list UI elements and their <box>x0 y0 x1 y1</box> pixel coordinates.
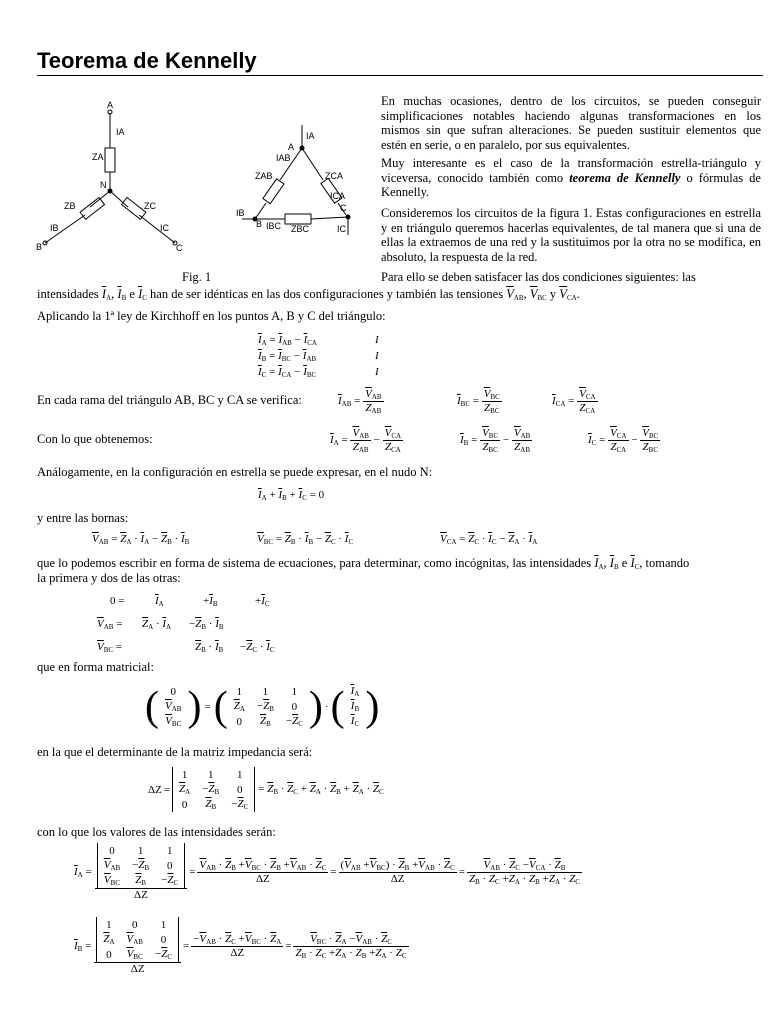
obtenemos-eq-b: $\overline{I}_B$ = $\frac{\overline{V}_{BC}}{\overline{Z}_{BC}}$ − $\frac{\overline{V}_{AB}}{\overline{Z}_{AB}}$ <box>460 427 531 454</box>
kirchhoff-eq-3: $\overline{I}_C = \overline{I}_{CA} - \overline{I}_{BC}$ <box>258 366 317 379</box>
rama-text: En cada rama del triángulo AB, BC y CA se verifica: <box>37 393 302 407</box>
conditions-line-1: Para ello se deben satisfacer las dos condiciones siguientes: las <box>381 270 696 284</box>
kirchhoff-eq-2: $\overline{I}_B = \overline{I}_{BC} - \overline{I}_{AB}$ <box>258 350 317 363</box>
obtenemos-eq-a: $\overline{I}_A$ = $\frac{\overline{V}_{AB}}{\overline{Z}_{AB}}$ − $\frac{\overline{V}_{CA}}{\overline{Z}_{CA}}$ <box>330 427 402 454</box>
matricial-text: que en forma matricial: <box>37 660 154 674</box>
svg-text:ZB: ZB <box>64 201 76 211</box>
sistema-text: que lo podemos escribir en forma de sistema de ecuaciones, para determinar, como incógnitas, las intensidades $\overline{I}_A$, $\overline{I}_B$ e $\overline{I}_C$, tomando <box>37 556 690 571</box>
valores-text: con lo que los valores de las intensidades serán: <box>37 825 276 839</box>
svg-text:A: A <box>107 100 114 110</box>
rama-eq-bc: $\overline{I}_{BC}$ = $\frac{\overline{V}_{BC}}{\overline{Z}_{BC}}$ <box>457 388 500 415</box>
ib-equation: $\overline{I}_B$ = 1 0 1 $\overline{Z}_A$ $\overline{V}_{AB}$ 0 0 $\overline{V}_{BC}$ $-\overline{Z}_C$ ΔZ = $\frac{-\overline{V}_{AB} \cdot \overline{Z}_C +\overline{V}_{BC} \cdot \overline{Z}_A}{\Delta Z}$ = $\frac{\overline{V}_{BC} \cdot \overline{Z}_A -\overline{V}_{AB} \cdot \overline{Z}_C}{\overline{Z}_B \cdot \overline{Z}_C +\overline{Z}_A \cdot \overline{Z}_B +\overline{Z}_A \cdot \overline{Z}_C}$ <box>74 918 407 975</box>
rama-eq-ab: $\overline{I}_{AB}$ = $\frac{\overline{V}_{AB}}{\overline{Z}_{AB}}$ <box>338 388 382 415</box>
svg-text:IAB: IAB <box>276 153 291 163</box>
system-row-3: $\overline{V}_{BC} = \overline{Z}_B \cdot \overline{I}_B -\overline{Z}_C \cdot \overline{I}_C$ <box>97 641 275 654</box>
figure-circuits <box>30 95 360 270</box>
obtenemos-eq-c: $\overline{I}_C$ = $\frac{\overline{V}_{CA}}{\overline{Z}_{CA}}$ − $\frac{\overline{V}_{BC}}{\overline{Z}_{BC}}$ <box>588 427 659 454</box>
svg-text:IC: IC <box>160 223 169 233</box>
svg-text:ICA: ICA <box>330 191 346 201</box>
kirchhoff-text: Aplicando la 1ª ley de Kirchhoff en los puntos A, B y C del triángulo: <box>37 309 386 323</box>
title-rule <box>37 75 763 76</box>
svg-text:IB: IB <box>236 208 245 218</box>
determinant-equation: ΔZ = 1 1 1 $\overline{Z}_A$ $-\overline{Z}_B$ 0 0 $\overline{Z}_B$ $-\overline{Z}_C$ = $\overline{Z}_B \cdot \overline{Z}_C + \overline{Z}_A \cdot \overline{Z}_B + \overline{Z}_A \cdot \overline{Z}_C$ <box>148 768 384 811</box>
svg-text:N: N <box>100 180 107 190</box>
svg-text:IA: IA <box>116 127 125 137</box>
kirchhoff-eq-1: $\overline{I}_A = \overline{I}_{AB} - \overline{I}_{CA}$ <box>258 334 317 347</box>
bornas-eq-ca: $\overline{V}_{CA} = \overline{Z}_C \cdot \overline{I}_C - \overline{Z}_A \cdot \overline{I}_A$ <box>440 533 538 546</box>
node-n-eq: $\overline{I}_A + \overline{I}_B + \overline{I}_C = 0$ <box>258 489 325 502</box>
estrella-text: Análogamente, en la configuración en estrella se puede expresar, en el nudo N: <box>37 465 433 479</box>
kirchhoff-mark-1: I <box>375 334 379 346</box>
kirchhoff-mark-2: I <box>375 350 379 362</box>
ia-equation: $\overline{I}_A$ = 0 1 1 $\overline{V}_{AB}$ $-\overline{Z}_B$ 0 $\overline{V}_{BC}$ $\overline{Z}_B$ $-\overline{Z}_C$ ΔZ = $\frac{\overline{V}_{AB} \cdot \overline{Z}_B +\overline{V}_{BC} \cdot \overline{Z}_B +\overline{V}_{AB} \cdot \overline{Z}_C}{\Delta Z}$ = $\frac{(\overline{V}_{AB} +\overline{V}_{BC}) \cdot \overline{Z}_B +\overline{V}_{AB} \cdot \overline{Z}_C}{\Delta Z}$ = $\frac{\overline{V}_{AB} \cdot \overline{Z}_C -\overline{V}_{CA} \cdot \overline{Z}_B}{\overline{Z}_B \cdot \overline{Z}_C +\overline{Z}_A \cdot \overline{Z}_B +\overline{Z}_A \cdot \overline{Z}_C}$ <box>74 844 580 901</box>
sistema-text-2: la primera y dos de las otras: <box>37 571 181 585</box>
kirchhoff-mark-3: I <box>375 366 379 378</box>
svg-text:ZBC: ZBC <box>291 224 309 234</box>
svg-text:IA: IA <box>306 131 315 141</box>
determinante-text: en la que el determinante de la matriz impedancia será: <box>37 745 313 759</box>
bornas-eq-ab: $\overline{V}_{AB} = \overline{Z}_A \cdot \overline{I}_A - \overline{Z}_B \cdot \overline{I}_B$ <box>92 533 190 546</box>
svg-text:A: A <box>288 142 295 152</box>
system-row-2: $\overline{V}_{AB} = \overline{Z}_A \cdot \overline{I}_A -\overline{Z}_B \cdot \overline{I}_B$ <box>97 618 224 631</box>
intro-paragraph: En muchas ocasiones, dentro de los circuitos, se pueden conseguir simplificaciones notables haciendo algunas transformaciones en los mismos sin que sufran alteraciones. Se pueden sustituir elementos que estén en serie, o en paralelo, por sus equivalentes. <box>381 94 761 152</box>
bornas-text: y entre las bornas: <box>37 511 129 525</box>
obtenemos-text: Con lo que obtenemos: <box>37 432 153 446</box>
svg-text:B: B <box>36 242 43 252</box>
svg-text:C: C <box>176 243 183 253</box>
svg-text:ZAB: ZAB <box>255 171 273 181</box>
matrix-equation: ( 0 $\overline{V}_{AB}$ $\overline{V}_{BC}$ ) = ( 1 1 1 $\overline{Z}_A$ $-\overline{Z}_B$ 0 0 $\overline{Z}_B$ $-\overline{Z}_C$ ) · ( $\overline{I}_A$ $\overline{I}_B$ $\overline{I}_C$ ) <box>145 683 380 730</box>
bornas-eq-bc: $\overline{V}_{BC} = \overline{Z}_B \cdot \overline{I}_B - \overline{Z}_C \cdot \overline{I}_C$ <box>257 533 354 546</box>
svg-text:B: B <box>256 219 263 229</box>
svg-text:ZCA: ZCA <box>325 171 343 181</box>
conditions-line-2: intensidades $\overline{I}_A$, $\overline{I}_B$ e $\overline{I}_C$ han de ser idénticas en las dos configuraciones y también las tensiones $\overline{V}_{AB}$, $\overline{V}_{BC}$ y $\overline{V}_{CA}$. <box>37 287 580 302</box>
consider-paragraph: Consideremos los circuitos de la figura 1. Estas configuraciones en estrella y en triángulo queremos hacerlas equivalentes, de tal manera que si una de ellas la extraemos de una red y la sustituimos por la otra no se modifica, en absoluto, la respuesta de la red. <box>381 206 761 264</box>
star-circuit <box>43 110 177 245</box>
rama-eq-ca: $\overline{I}_{CA}$ = $\frac{\overline{V}_{CA}}{\overline{Z}_{CA}}$ <box>552 388 596 415</box>
system-row-1: $0 = \overline{I}_A +\overline{I}_B +\overline{I}_C$ <box>110 595 270 608</box>
svg-text:ZA: ZA <box>92 152 104 162</box>
svg-text:C: C <box>340 203 347 213</box>
svg-text:IC: IC <box>337 224 346 234</box>
page-title: Teorema de Kennelly <box>37 48 257 73</box>
kennelly-paragraph: Muy interesante es el caso de la transformación estrella-triángulo y viceversa, conocido también como teorema de Kennelly o fórmulas de Kennelly. <box>381 156 761 199</box>
svg-text:IB: IB <box>50 223 59 233</box>
svg-text:ZC: ZC <box>144 201 156 211</box>
svg-text:IBC: IBC <box>266 221 282 231</box>
figure-caption: Fig. 1 <box>182 270 212 284</box>
